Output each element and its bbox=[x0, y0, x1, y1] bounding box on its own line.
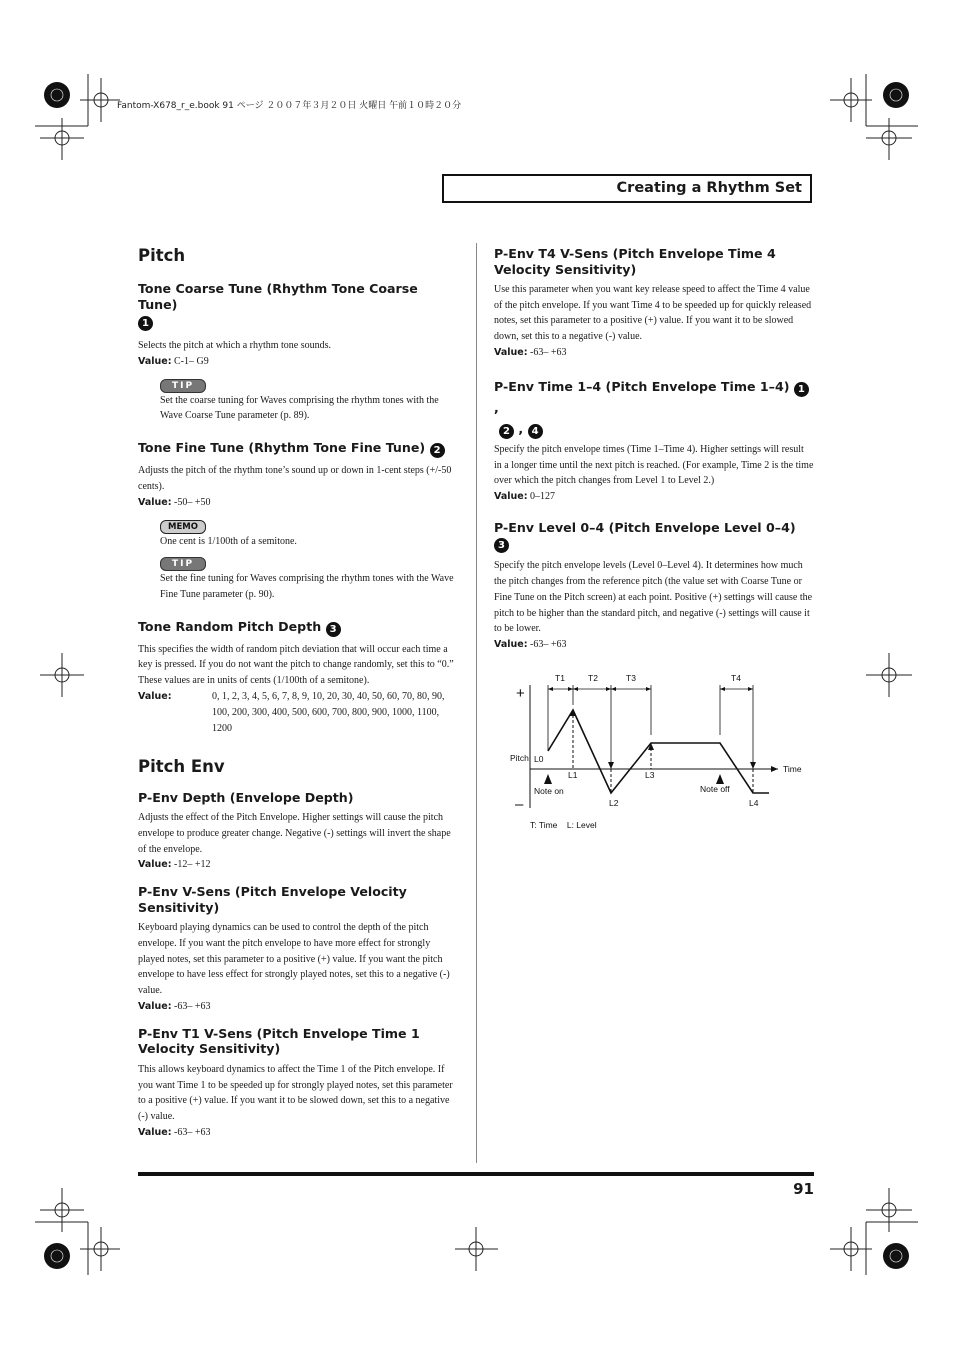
envelope-curve bbox=[548, 710, 769, 793]
value-label: Value: bbox=[138, 1126, 172, 1138]
value-text: 0–127 bbox=[530, 490, 556, 502]
l1-label: L1 bbox=[568, 770, 578, 780]
memo-badge-icon: MEMO bbox=[160, 520, 206, 534]
pitch-heading: Pitch bbox=[138, 246, 186, 265]
value-text: -12– +12 bbox=[174, 859, 211, 871]
env-depth-body: Adjusts the effect of the Pitch Envelope. Higher settings will cause the pitch envelope to produce greater change. Negative (-) settings will invert the shape of the envelope. bbox=[138, 812, 451, 855]
value-text: -63– +63 bbox=[530, 638, 567, 650]
env-vsens-value bbox=[138, 999, 458, 1014]
pitch-envelope-diagram bbox=[500, 665, 820, 840]
fine-tune-value bbox=[138, 495, 458, 510]
t2-label: T2 bbox=[588, 673, 598, 683]
plus-label: + bbox=[516, 685, 525, 702]
note-off-arrow-icon bbox=[716, 774, 724, 784]
minus-label: – bbox=[515, 796, 524, 813]
marker-3-icon: 3 bbox=[494, 538, 509, 553]
marker-2-icon: 2 bbox=[499, 424, 514, 439]
t4-label: T4 bbox=[731, 673, 741, 683]
note-on-label: Note on bbox=[534, 786, 564, 796]
value-label: Value: bbox=[138, 690, 172, 702]
env-t4-title: P-Env T4 V-Sens (Pitch Envelope Time 4 Velocity Sensitivity) bbox=[494, 246, 776, 277]
l4-label: L4 bbox=[749, 798, 759, 808]
env-time-title bbox=[494, 376, 814, 439]
env-t1-title: P-Env T1 V-Sens (Pitch Envelope Time 1 Velocity Sensitivity) bbox=[138, 1025, 420, 1057]
marker-4-icon: 4 bbox=[528, 424, 543, 439]
env-level-title bbox=[494, 520, 814, 554]
pitch-env-heading: Pitch Env bbox=[138, 756, 225, 776]
l3-label: L3 bbox=[645, 770, 655, 780]
fine-memo bbox=[138, 516, 458, 550]
pitch-label: Pitch bbox=[510, 753, 529, 763]
section-title-box bbox=[442, 174, 812, 203]
fine-memo-text: One cent is 1/100th of a semitone. bbox=[160, 535, 297, 547]
separator: , bbox=[518, 420, 524, 436]
coarse-tip bbox=[138, 375, 458, 424]
marker-2-icon: 2 bbox=[430, 443, 445, 458]
coarse-tune-value bbox=[138, 354, 458, 369]
print-header: Fantom-X678_r_e.book 91 ページ ２００７年３月２０日 火曜日 午前１０時２０分 bbox=[117, 101, 462, 111]
env-level-value bbox=[494, 637, 814, 652]
value-text: -50– +50 bbox=[174, 496, 211, 508]
marker-3-icon: 3 bbox=[326, 622, 341, 637]
value-label: Value: bbox=[494, 346, 528, 358]
t1-label: T1 bbox=[555, 673, 565, 683]
random-pitch-title bbox=[138, 619, 458, 637]
env-t4-value bbox=[494, 345, 814, 360]
value-label: Value: bbox=[138, 859, 172, 871]
value-text: -63– +63 bbox=[174, 1126, 211, 1138]
env-time-value bbox=[494, 489, 814, 504]
legend-label: T: Time L: Level bbox=[530, 820, 597, 830]
footer-rule bbox=[138, 1172, 814, 1176]
coarse-tune-title bbox=[138, 281, 458, 331]
env-depth-value bbox=[138, 857, 458, 872]
random-pitch-value bbox=[138, 689, 458, 737]
fine-tip-text: Set the fine tuning for Waves comprising the rhythm tones with the Wave Fine Tune parameter (p. 90). bbox=[160, 573, 454, 600]
tip-badge-icon: TIP bbox=[160, 557, 206, 571]
env-depth-title: P-Env Depth (Envelope Depth) bbox=[138, 789, 354, 805]
env-level-body: Specify the pitch envelope levels (Level 0–Level 4). It determines how much the pitch changes from the reference pitch (the value set with Coarse Tune or Fine Tune on the Pitch screen) at each point. Positive (+) settings will cause the pitch to be higher than the standard pitch, and negative (-) settings will cause it to be lower. bbox=[494, 560, 813, 635]
right-column bbox=[494, 246, 814, 652]
l0-label: L0 bbox=[534, 754, 544, 764]
env-t1-body: This allows keyboard dynamics to affect the Time 1 of the Pitch envelope. If you want Time 1 to be speeded up for strongly played notes, set this parameter to a positive (+) value. If you want it to be slowed down, set this to a negative (-) value. bbox=[138, 1063, 453, 1122]
random-pitch-title-text: Tone Random Pitch Depth bbox=[138, 618, 322, 634]
time-label: Time bbox=[783, 764, 802, 774]
fine-tune-body: Adjusts the pitch of the rhythm tone’s sound up or down in 1-cent steps (+/-50 cents). bbox=[138, 465, 452, 492]
fine-tip bbox=[138, 553, 458, 602]
l2-label: L2 bbox=[609, 798, 619, 808]
env-t1-value bbox=[138, 1125, 458, 1140]
value-label: Value: bbox=[494, 638, 528, 650]
note-off-label: Note off bbox=[700, 784, 730, 794]
value-text: -63– +63 bbox=[530, 346, 567, 358]
random-pitch-body: This specifies the width of random pitch deviation that will occur each time a key is pressed. If you do not want the pitch to change randomly, set this to “0.” These values are in units of cents (1/100th of a semitone). bbox=[138, 643, 454, 687]
value-text: C-1– G9 bbox=[174, 355, 209, 367]
separator: , bbox=[494, 399, 499, 415]
tip-badge-icon: TIP bbox=[160, 379, 206, 393]
env-level-title-text: P-Env Level 0–4 (Pitch Envelope Level 0–4) bbox=[494, 519, 796, 535]
value-label: Value: bbox=[138, 355, 172, 367]
marker-1-icon: 1 bbox=[138, 316, 153, 331]
t3-label: T3 bbox=[626, 673, 636, 683]
column-divider bbox=[476, 243, 477, 1163]
fine-tune-title-text: Tone Fine Tune (Rhythm Tone Fine Tune) bbox=[138, 440, 426, 456]
page-number: 91 bbox=[793, 1180, 814, 1198]
value-label: Value: bbox=[138, 496, 172, 508]
fine-tune-title bbox=[138, 440, 458, 458]
marker-1-icon: 1 bbox=[794, 382, 809, 397]
value-text: 0, 1, 2, 3, 4, 5, 6, 7, 8, 9, 10, 20, 30, 40, 50, 60, 70, 80, 90, 100, 200, 300, 400, 500, 600, 700, 800, 900, 1000, 1100, 1200 bbox=[212, 690, 445, 734]
env-time-body: Specify the pitch envelope times (Time 1–Time 4). Higher settings will result in a longer time until the next pitch is reached. (For example, Time 2 is the time over which the pitch changes from Level 1 to Level 2.) bbox=[494, 443, 814, 487]
env-vsens-body: Keyboard playing dynamics can be used to control the depth of the pitch envelope. If you want the pitch envelope to have more effect for strongly played notes, set this parameter to a positive (+) value. If you want the pitch envelope to have less effect for strongly played notes, set this to a negative (-) value. bbox=[138, 922, 450, 997]
value-label: Value: bbox=[494, 490, 528, 502]
coarse-tune-title-text: Tone Coarse Tune (Rhythm Tone Coarse Tune) bbox=[138, 281, 418, 312]
coarse-tip-text: Set the coarse tuning for Waves comprising the rhythm tones with the Wave Coarse Tune parameter (p. 89). bbox=[160, 394, 439, 422]
value-label: Value: bbox=[138, 1000, 172, 1012]
section-title: Creating a Rhythm Set bbox=[616, 180, 802, 196]
left-column bbox=[138, 246, 458, 1140]
note-on-arrow-icon bbox=[544, 774, 552, 784]
env-time-title-text: P-Env Time 1–4 (Pitch Envelope Time 1–4) bbox=[494, 378, 790, 394]
coarse-tune-body: Selects the pitch at which a rhythm tone sounds. bbox=[138, 340, 332, 351]
value-text: -63– +63 bbox=[174, 1000, 211, 1012]
env-t4-body: Use this parameter when you want key release speed to affect the Time 4 value of the pitch envelope. If you want Time 4 to be speeded up for quickly released notes, set this parameter to a positive (+) value. If you want it to be slowed down, set this to a negative (-) value. bbox=[494, 284, 812, 343]
env-vsens-title: P-Env V-Sens (Pitch Envelope Velocity Sensitivity) bbox=[138, 884, 407, 915]
